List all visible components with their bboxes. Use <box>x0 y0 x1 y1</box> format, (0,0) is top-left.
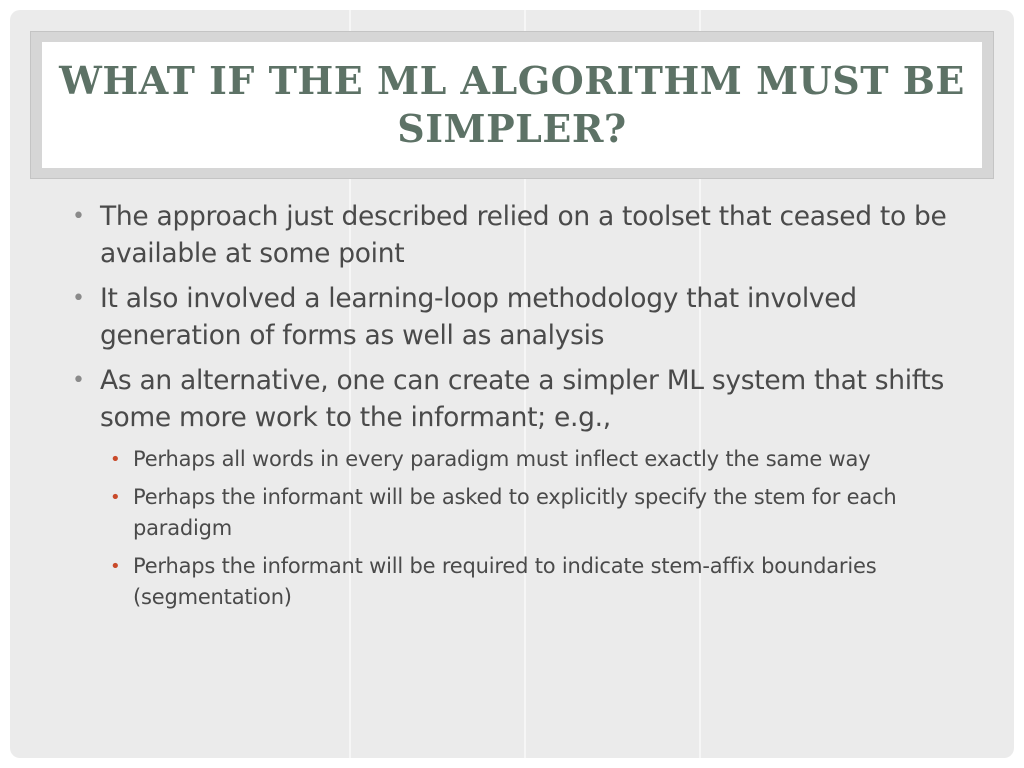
sub-bullet-text: Perhaps the informant will be required to indicate stem-affix boundaries (segmentation) <box>133 554 877 609</box>
sub-bullet-text: Perhaps the informant will be asked to explicitly specify the stem for each paradigm <box>133 485 897 540</box>
slide-body <box>72 198 972 621</box>
sub-bullet-list <box>100 444 972 613</box>
slide-title: WHAT IF THE ML ALGORITHM MUST BE SIMPLER? <box>59 58 965 151</box>
title-box <box>42 42 982 168</box>
sub-bullet-item <box>108 482 972 544</box>
sub-bullet-item <box>108 551 972 613</box>
sub-bullet-text: Perhaps all words in every paradigm must inflect exactly the same way <box>133 447 871 471</box>
bullet-item <box>72 280 972 354</box>
bullet-icon: • <box>72 204 85 229</box>
bullet-icon: • <box>72 368 85 393</box>
bullet-list <box>72 198 972 613</box>
slide <box>10 10 1014 758</box>
bullet-item <box>72 362 972 613</box>
bullet-item <box>72 198 972 272</box>
title-frame <box>30 31 994 179</box>
sub-bullet-icon: • <box>110 449 121 470</box>
bullet-icon: • <box>72 286 85 311</box>
bullet-text: It also involved a learning-loop methodology that involved generation of forms as well as analysis <box>100 283 857 351</box>
sub-bullet-icon: • <box>110 556 121 577</box>
bullet-text: The approach just described relied on a toolset that ceased to be available at some point <box>100 201 947 269</box>
bullet-text: As an alternative, one can create a simpler ML system that shifts some more work to the informant; e.g., <box>100 365 944 433</box>
sub-bullet-icon: • <box>110 487 121 508</box>
sub-bullet-item <box>108 444 972 475</box>
